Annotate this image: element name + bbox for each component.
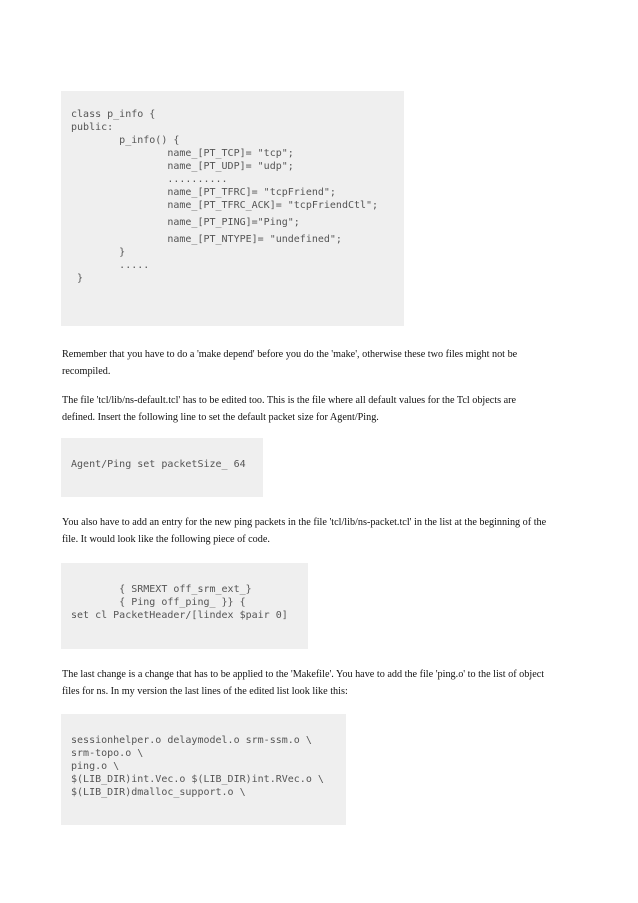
code-line: } [65,273,84,284]
code-line: .......... [65,174,228,185]
code-line: set cl PacketHeader/[lindex $pair 0] [65,610,288,621]
code-line: ping.o \ [65,761,120,772]
code-block-p-info [61,91,404,326]
code-line: $(LIB_DIR)int.Vec.o $(LIB_DIR)int.RVec.o \ [65,774,324,785]
code-line: name_[PT_TFRC]= "tcpFriend"; [65,187,336,198]
code-line: name_[PT_TCP]= "tcp"; [65,148,294,159]
paragraph-line: defined. Insert the following line to set the default packet size for Agent/Ping. [62,412,379,423]
code-line: { Ping off_ping_ }} { [65,597,246,608]
code-line: public: [65,122,114,133]
code-block-makefile [61,714,346,825]
paragraph-makefile [62,666,578,700]
code-line: $(LIB_DIR)dmalloc_support.o \ [65,787,246,798]
code-block-agent-ping [61,438,263,497]
code-line: name_[PT_TFRC_ACK]= "tcpFriendCtl"; [65,200,379,211]
code-line: Agent/Ping set packetSize_ 64 [65,459,246,470]
code-block-packet-header [61,563,308,649]
paragraph-line: The last change is a change that has to be applied to the 'Makefile'. You have to add the file 'ping.o' to the list of object [62,669,545,680]
code-line: name_[PT_NTYPE]= "undefined"; [65,234,342,245]
code-line: name_[PT_PING]="Ping"; [65,217,300,228]
code-line: { SRMEXT off_srm_ext_} [65,584,252,595]
code-line: sessionhelper.o delaymodel.o srm-ssm.o \ [65,735,312,746]
paragraph-line: Remember that you have to do a 'make depend' before you do the 'make', otherwise these two files might not be [62,349,518,360]
paragraph-make-depend [62,346,578,380]
code-line: } [65,247,126,258]
code-line: srm-topo.o \ [65,748,144,759]
paragraph-line: recompiled. [62,366,111,377]
paragraph-line: file. It would look like the following piece of code. [62,534,270,545]
paragraph-ns-packet [62,514,578,548]
code-line: ..... [65,260,150,271]
paragraph-line: files for ns. In my version the last lines of the edited list look like this: [62,686,348,697]
paragraph-line: You also have to add an entry for the new ping packets in the file 'tcl/lib/ns-packet.tcl' in the list at the beginning of the [62,517,547,528]
paragraph-line: The file 'tcl/lib/ns-default.tcl' has to be edited too. This is the file where all default values for the Tcl objects are [62,395,517,406]
code-line: p_info() { [65,135,180,146]
code-line: name_[PT_UDP]= "udp"; [65,161,294,172]
paragraph-ns-default [62,392,578,426]
code-line: class p_info { [65,109,156,120]
